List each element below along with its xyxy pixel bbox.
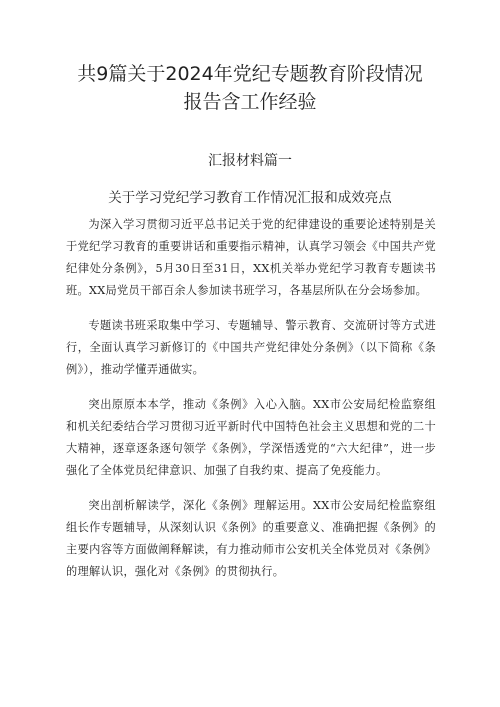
paragraph-2: 专题读书班采取集中学习、专题辅导、警示教育、交流研讨等方式进行，全面认真学习新修订的《中国共产党纪律处分条例》（以下简称《条例》），推动学懂弄通做实。 (66, 319, 436, 376)
paragraph-4: 突出剖析解读学，深化《条例》理解运用。XX市公安局纪检监察组组长作专题辅导，从深刻认识《条例》的重要意义、准确把握《条例》的主要内容等方面做阐释解读，有力推动师市公安机关全体党员对《条例》的理解认识，强化对《条例》的贯彻执行。 (66, 499, 436, 578)
title-line-2: 报告含工作经验 (183, 91, 317, 113)
paragraph-3: 突出原原本本学，推动《条例》入心入脑。XX市公安局纪检监察组和机关纪委结合学习贯彻习近平新时代中国特色社会主义思想和党的二十大精神，逐章逐条逐句领学《条例》，学深悟透党的“六大纪律”，进一步强化了全体党员纪律意识、加强了自我约束、提高了免疫能力。 (66, 398, 436, 477)
paragraph-1: 为深入学习贯彻习近平总书记关于党的纪律建设的重要论述特别是关于党纪学习教育的重要讲话和重要指示精神，认真学习领会《中国共产党纪律处分条例》，5月30日至31日，XX机关举办党纪学习教育专题读书班。XX局党员干部百余人参加读书班学习，各基层所队在分会场参加。 (66, 218, 436, 297)
section-heading: 汇报材料篇一 (208, 153, 292, 169)
document-body (66, 214, 436, 596)
subheading: 关于学习党纪学习教育工作情况汇报和成效亮点 (108, 190, 392, 206)
title-line-1: 共9篇关于2024年党纪专题教育阶段情况 (77, 63, 423, 85)
document-title (60, 60, 440, 116)
